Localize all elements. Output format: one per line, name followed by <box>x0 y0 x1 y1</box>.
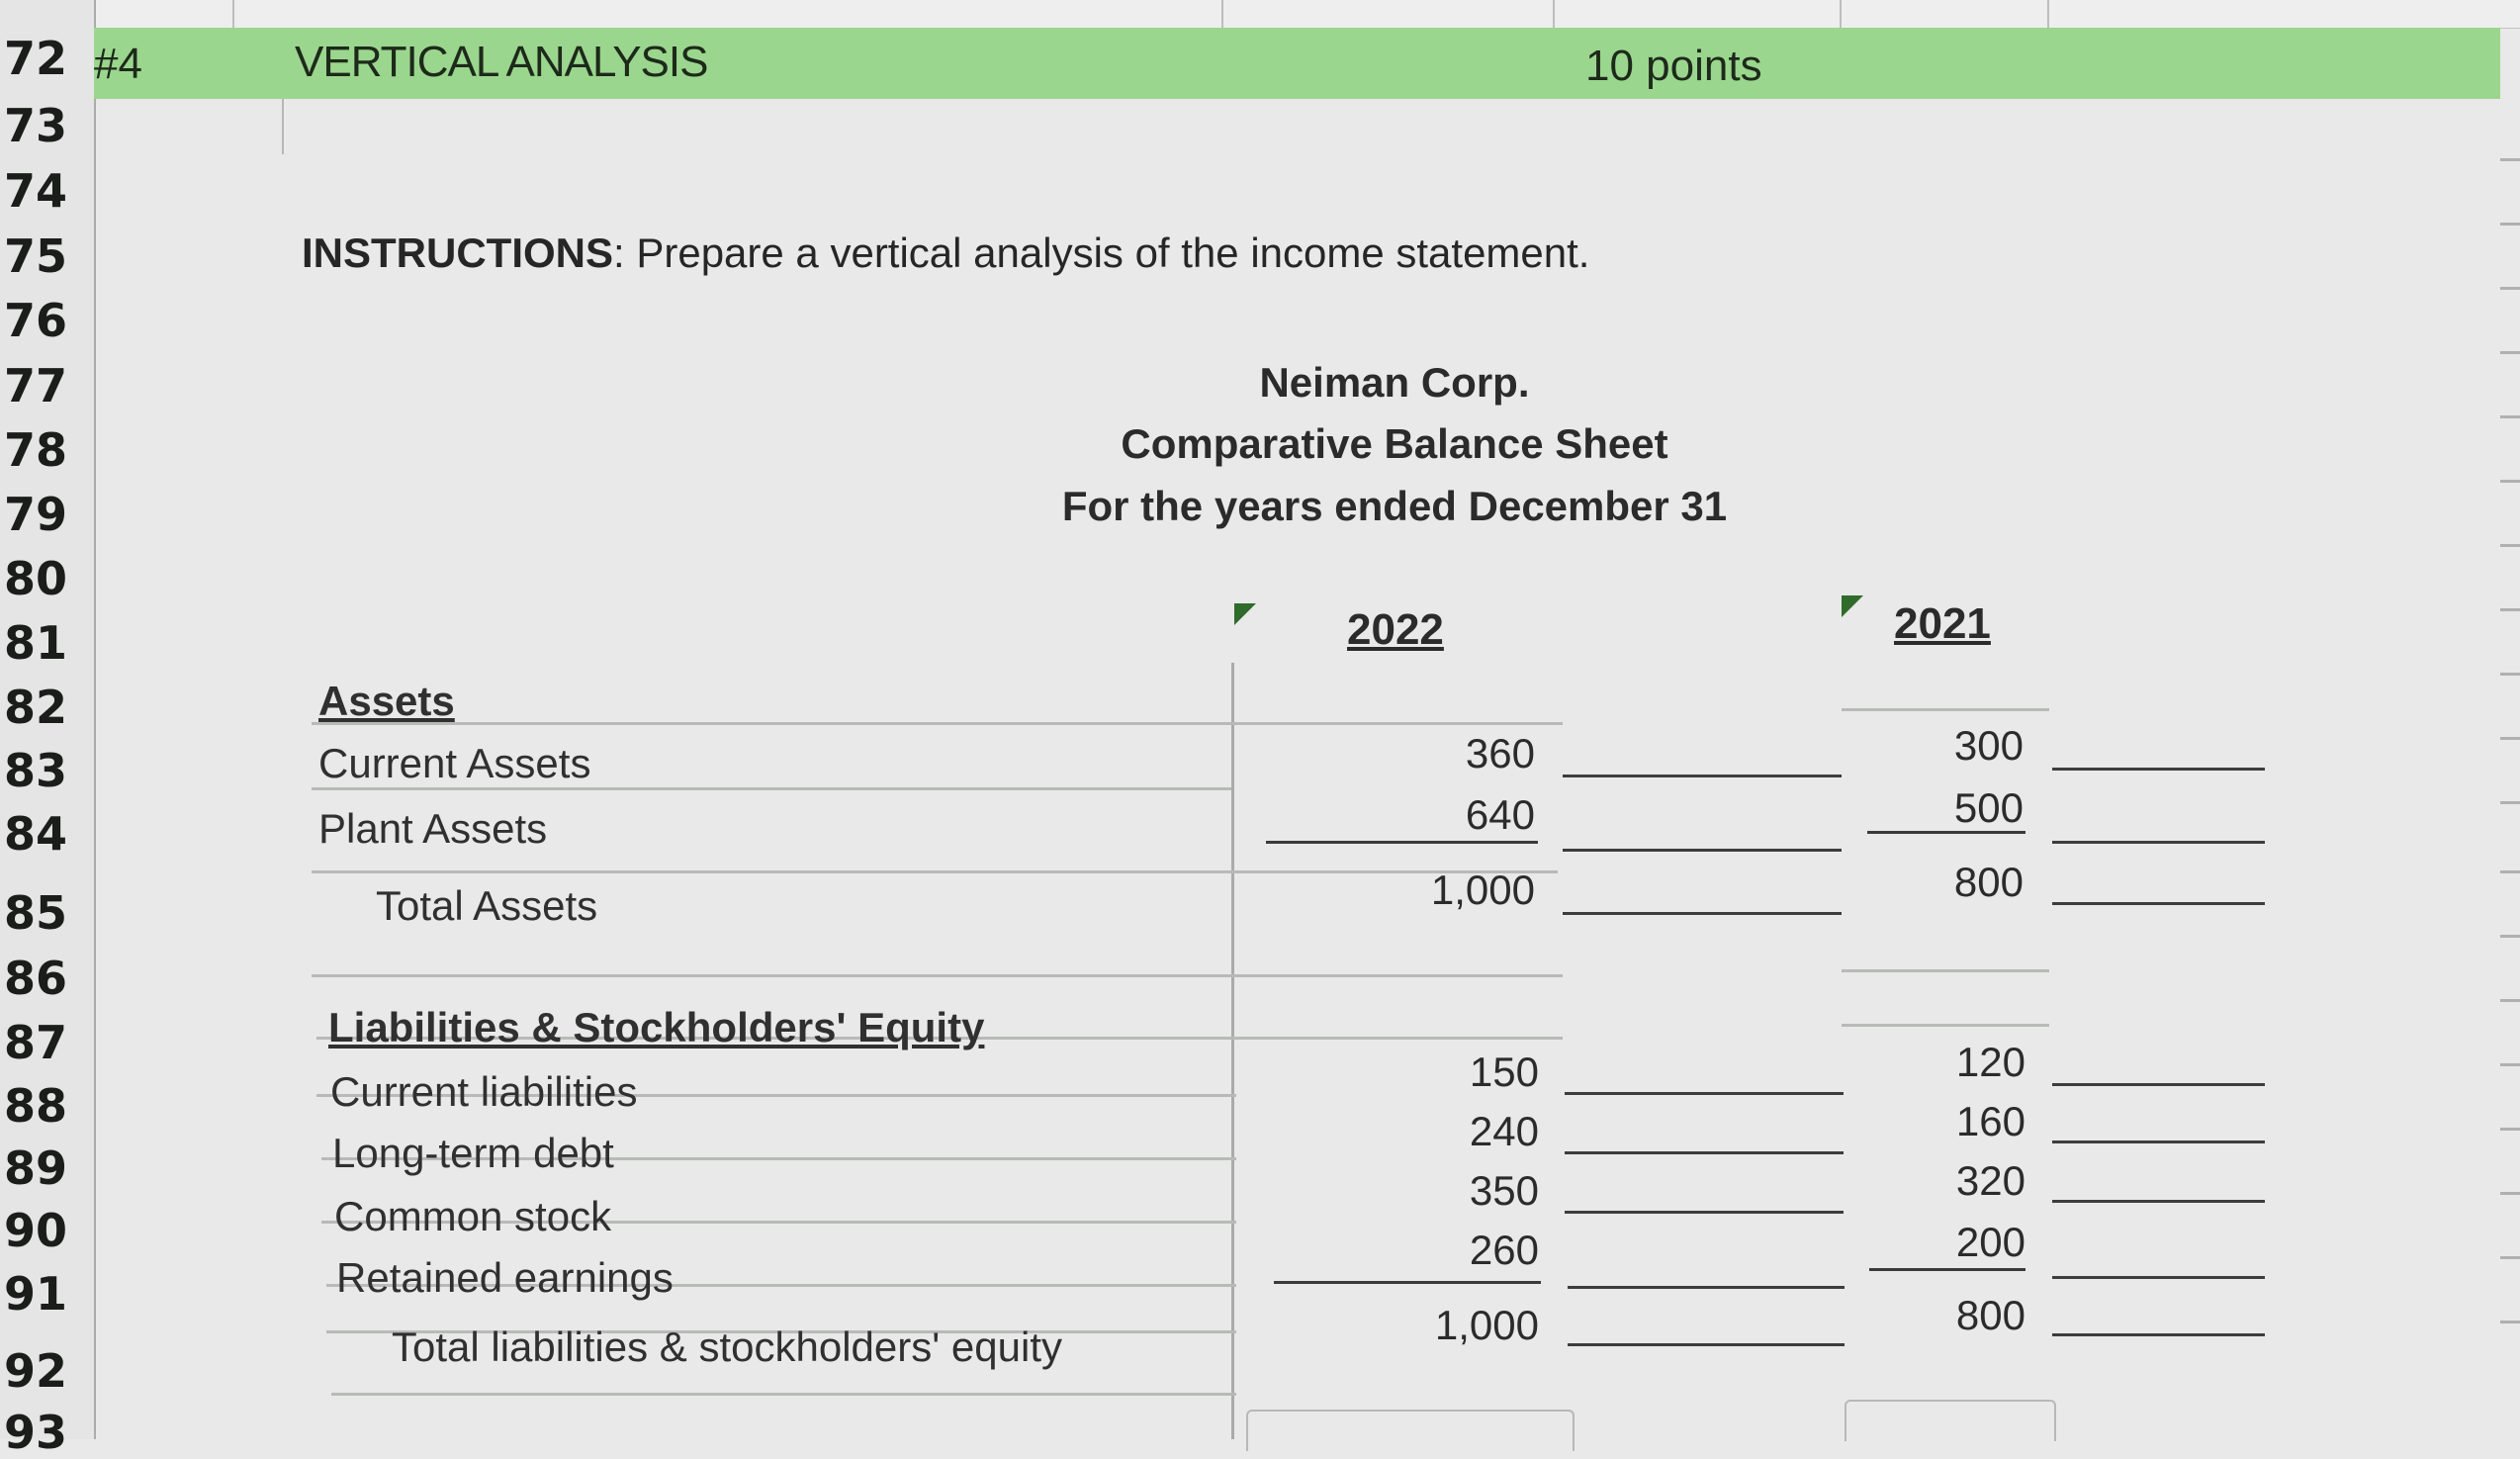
instructions-label: INSTRUCTIONS <box>302 229 613 276</box>
problem-number: #4 <box>94 40 142 88</box>
percent-answer-blank[interactable] <box>2052 768 2265 771</box>
row-header[interactable]: 91 <box>4 1267 68 1321</box>
total-assets-label[interactable]: Total Assets <box>376 882 598 929</box>
gridline-tick <box>2500 1063 2520 1066</box>
gridline-tick <box>2500 870 2520 873</box>
gridline-tick <box>2500 1192 2520 1195</box>
retained-earnings-2021[interactable]: 200 <box>1955 1219 2025 1265</box>
selected-cell-border[interactable] <box>94 99 284 154</box>
gridline-tick <box>2500 1256 2520 1259</box>
row-header[interactable]: 73 <box>4 99 68 152</box>
row-header[interactable]: 88 <box>4 1079 68 1133</box>
row-header[interactable]: 92 <box>4 1344 68 1398</box>
gridline-tick <box>2500 415 2520 418</box>
current-liabilities-label[interactable]: Current liabilities <box>330 1068 638 1115</box>
plant-assets-label[interactable]: Plant Assets <box>318 805 548 852</box>
retained-earnings-2022[interactable]: 260 <box>1469 1227 1539 1273</box>
gridline-tick <box>2500 999 2520 1002</box>
row-header[interactable]: 75 <box>4 229 68 283</box>
row-header[interactable]: 74 <box>4 164 68 218</box>
row-header[interactable]: 77 <box>4 359 68 412</box>
subtotal-underline <box>1869 1268 2025 1271</box>
gridline-tick <box>2500 737 2520 740</box>
percent-answer-blank[interactable] <box>2052 1276 2265 1279</box>
gridline-tick <box>2500 287 2520 290</box>
row-header-gutter <box>0 0 96 1459</box>
assets-heading[interactable]: Assets <box>318 678 455 724</box>
table-divider <box>1231 663 1234 1439</box>
gridline-tick <box>2500 801 2520 804</box>
percent-answer-blank[interactable] <box>2052 1200 2265 1203</box>
subtotal-underline <box>1274 1281 1541 1284</box>
gridline-tick <box>2500 1128 2520 1131</box>
percent-answer-blank[interactable] <box>1563 912 1842 915</box>
liabilities-equity-heading[interactable]: Liabilities & Stockholders' Equity <box>328 1004 985 1050</box>
year-header-2022: 2022 <box>1347 605 1444 654</box>
plant-assets-2022[interactable]: 640 <box>1465 791 1535 838</box>
row-header[interactable]: 85 <box>4 886 68 940</box>
row-header[interactable]: 84 <box>4 807 68 861</box>
row-header[interactable]: 82 <box>4 681 68 734</box>
percent-answer-blank[interactable] <box>1563 775 1842 777</box>
row-header[interactable]: 80 <box>4 552 68 605</box>
row-gridline <box>1842 1024 2049 1027</box>
gridline-tick <box>2500 608 2520 611</box>
column-divider[interactable] <box>1840 0 1842 30</box>
row-gridline <box>1842 708 2049 711</box>
row-gridline <box>312 974 1563 977</box>
total-liabilities-equity-2022[interactable]: 1,000 <box>1434 1302 1539 1348</box>
percent-answer-blank[interactable] <box>1565 1151 1844 1154</box>
row-gridline <box>1842 969 2049 972</box>
percent-answer-blank[interactable] <box>2052 1140 2265 1143</box>
comment-indicator-icon[interactable] <box>1842 595 1863 617</box>
common-stock-2021[interactable]: 320 <box>1955 1157 2025 1204</box>
total-assets-2021[interactable]: 800 <box>1953 859 2024 905</box>
instructions-body: : Prepare a vertical analysis of the income statement. <box>613 229 1590 276</box>
row-header[interactable]: 79 <box>4 488 68 541</box>
common-stock-2022[interactable]: 350 <box>1469 1167 1539 1214</box>
row-header[interactable]: 87 <box>4 1016 68 1069</box>
row-header[interactable]: 93 <box>4 1406 68 1459</box>
problem-points: 10 points <box>1585 42 1762 90</box>
row-header[interactable]: 76 <box>4 294 68 347</box>
row-header[interactable]: 90 <box>4 1204 68 1257</box>
instructions-text <box>302 229 1589 277</box>
percent-answer-blank[interactable] <box>2052 1083 2265 1086</box>
row-gridline <box>312 722 1563 725</box>
percent-answer-blank[interactable] <box>1565 1092 1844 1095</box>
total-liabilities-equity-2021[interactable]: 800 <box>1955 1292 2025 1338</box>
current-assets-2021[interactable]: 300 <box>1953 722 2024 769</box>
long-term-debt-2022[interactable]: 240 <box>1469 1108 1539 1154</box>
statement-title: Comparative Balance Sheet <box>1121 420 1668 467</box>
column-divider[interactable] <box>1221 0 1223 30</box>
row-header[interactable]: 78 <box>4 423 68 477</box>
gridline-tick <box>2500 223 2520 226</box>
current-liabilities-2021[interactable]: 120 <box>1955 1039 2025 1085</box>
row-gridline <box>312 787 1231 790</box>
column-divider[interactable] <box>2047 0 2049 30</box>
long-term-debt-2021[interactable]: 160 <box>1955 1098 2025 1144</box>
percent-answer-blank[interactable] <box>1568 1286 1845 1289</box>
company-name: Neiman Corp. <box>1259 359 1530 406</box>
answer-cell[interactable] <box>1246 1410 1575 1451</box>
current-assets-label[interactable]: Current Assets <box>318 740 591 786</box>
percent-answer-blank[interactable] <box>2052 902 2265 905</box>
subtotal-underline <box>1867 831 2025 834</box>
column-header-strip <box>94 0 2520 29</box>
row-header[interactable]: 86 <box>4 952 68 1005</box>
problem-title-band[interactable] <box>94 28 2500 99</box>
row-gridline <box>331 1393 1236 1396</box>
long-term-debt-label[interactable]: Long-term debt <box>332 1130 614 1176</box>
gridline-tick <box>2500 351 2520 354</box>
percent-answer-blank[interactable] <box>1568 1343 1845 1346</box>
problem-title: VERTICAL ANALYSIS <box>295 38 708 86</box>
gridline-tick <box>2500 673 2520 676</box>
current-liabilities-2022[interactable]: 150 <box>1469 1049 1539 1095</box>
gridline-tick <box>2500 158 2520 161</box>
year-header-2021: 2021 <box>1894 599 1991 648</box>
percent-answer-blank[interactable] <box>1563 849 1842 852</box>
total-liabilities-equity-label[interactable]: Total liabilities & stockholders' equity <box>392 1323 1063 1370</box>
column-divider[interactable] <box>1553 0 1555 30</box>
gridline-tick <box>2500 544 2520 547</box>
gridline-tick <box>2500 1321 2520 1323</box>
row-header[interactable]: 81 <box>4 616 68 670</box>
retained-earnings-label[interactable]: Retained earnings <box>336 1254 674 1301</box>
gridline-tick <box>2500 935 2520 938</box>
plant-assets-2021[interactable]: 500 <box>1953 784 2024 831</box>
column-divider[interactable] <box>232 0 234 30</box>
statement-period: For the years ended December 31 <box>1061 483 1728 529</box>
answer-cell[interactable] <box>1845 1400 2056 1441</box>
row-header[interactable]: 72 <box>4 32 68 85</box>
comment-indicator-icon[interactable] <box>1234 603 1256 625</box>
subtotal-underline <box>1266 841 1538 844</box>
row-header[interactable]: 83 <box>4 744 68 797</box>
percent-answer-blank[interactable] <box>2052 841 2265 844</box>
total-assets-2022[interactable]: 1,000 <box>1430 866 1535 913</box>
percent-answer-blank[interactable] <box>1565 1211 1844 1214</box>
percent-answer-blank[interactable] <box>2052 1333 2265 1336</box>
current-assets-2022[interactable]: 360 <box>1465 730 1535 776</box>
common-stock-label[interactable]: Common stock <box>334 1193 612 1239</box>
row-header[interactable]: 89 <box>4 1141 68 1195</box>
gridline-tick <box>2500 480 2520 483</box>
